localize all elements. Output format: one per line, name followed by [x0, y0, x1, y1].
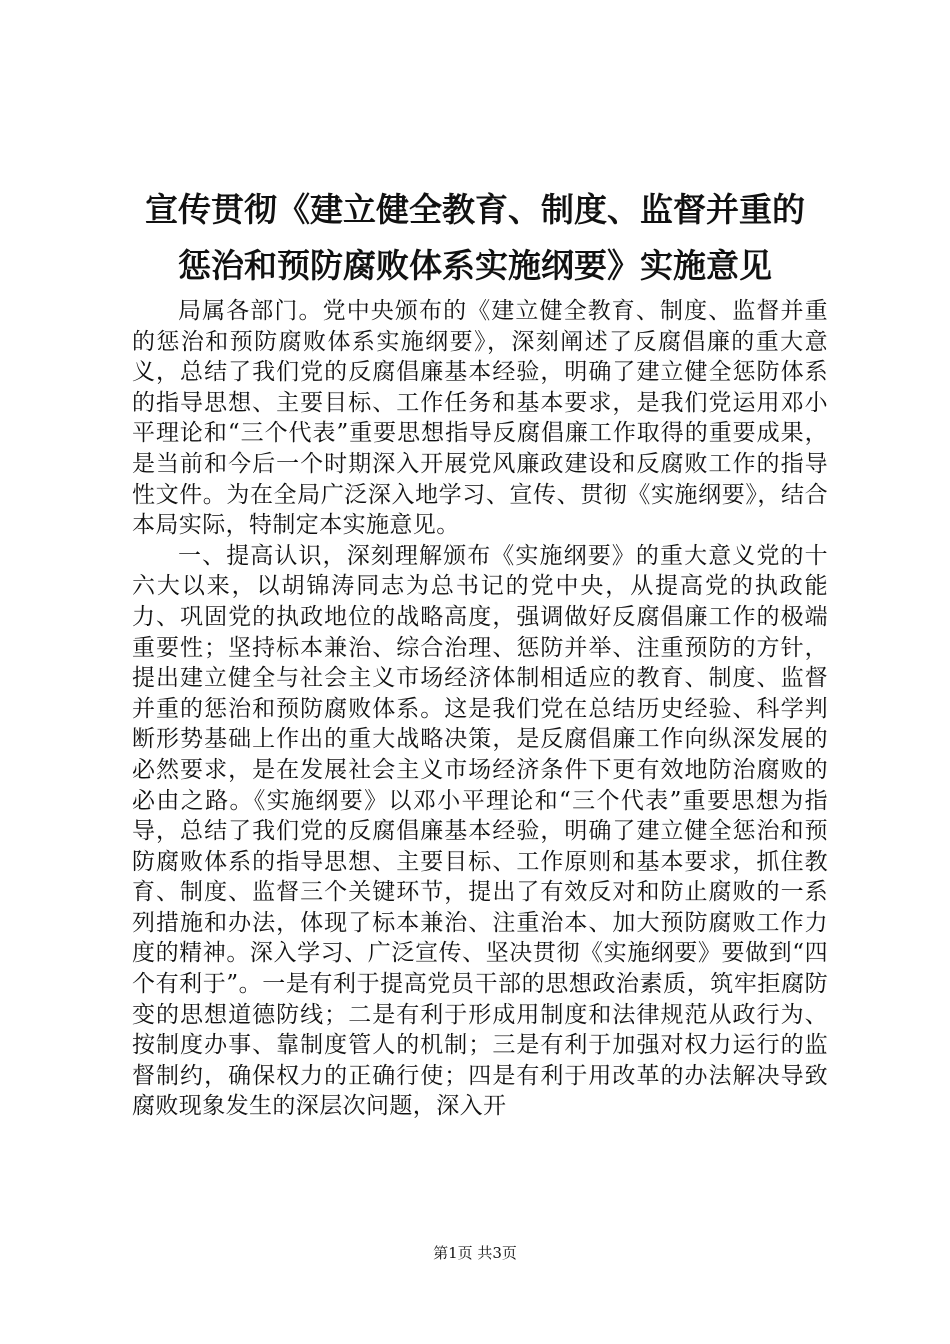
paragraph-section-one: 一、提高认识，深刻理解颁布《实施纲要》的重大意义党的十六大以来，以胡锦涛同志为总书记的党中央，从提高党的执政能力、巩固党的执政地位的战略高度，强调做好反腐倡廉工作的极端重要性；坚持标本兼治、综合治理、惩防并举、注重预防的方针，提出建立健全与社会主义市场经济体制相适应的教育、制度、监督并重的惩治和预防腐败体系。这是我们党在总结历史经验、科学判断形势基础上作出的重大战略决策，是反腐倡廉工作向纵深发展的必然要求，是在发展社会主义市场经济条件下更有效地防治腐败的必由之路。《实施纲要》以邓小平理论和“三个代表”重要思想为指导，总结了我们党的反腐倡廉基本经验，明确了建立健全惩治和预防腐败体系的指导思想、主要目标、工作原则和基本要求，抓住教育、制度、监督三个关键环节，提出了有效反对和防止腐败的一系列措施和办法，体现了标本兼治、注重治本、加大预防腐败工作力度的精神。深入学习、广泛宣传、坚决贯彻《实施纲要》要做到“四个有利于”。一是有利于提高党员干部的思想政治素质，筑牢拒腐防变的思想道德防线；二是有利于形成用制度和法律规范从政行为、按制度办事、靠制度管人的机制；三是有利于加强对权力运行的监督制约，确保权力的正确行使；四是有利于用改革的办法解决导致腐败现象发生的深层次问题，深入开 [132, 542, 828, 1120]
document-body [132, 296, 828, 1122]
title-line-2: 惩治和预防腐败体系实施纲要》实施意见 [178, 246, 772, 285]
paragraph-intro: 局属各部门。党中央颁布的《建立健全教育、制度、监督并重的惩治和预防腐败体系实施纲要》，深刻阐述了反腐倡廉的重大意义，总结了我们党的反腐倡廉基本经验，明确了建立健全惩防体系的指导思想、主要目标、工作任务和基本要求，是我们党运用邓小平理论和“三个代表”重要思想指导反腐倡廉工作取得的重要成果，是当前和今后一个时期深入开展党风廉政建设和反腐败工作的指导性文件。为在全局广泛深入地学习、宣传、贯彻《实施纲要》，结合本局实际，特制定本实施意见。 [132, 298, 828, 539]
title-line-1: 宣传贯彻《建立健全教育、制度、监督并重的 [145, 190, 805, 229]
page-number-footer: 第1页 共3页 [433, 1244, 517, 1262]
document-title [100, 182, 850, 294]
